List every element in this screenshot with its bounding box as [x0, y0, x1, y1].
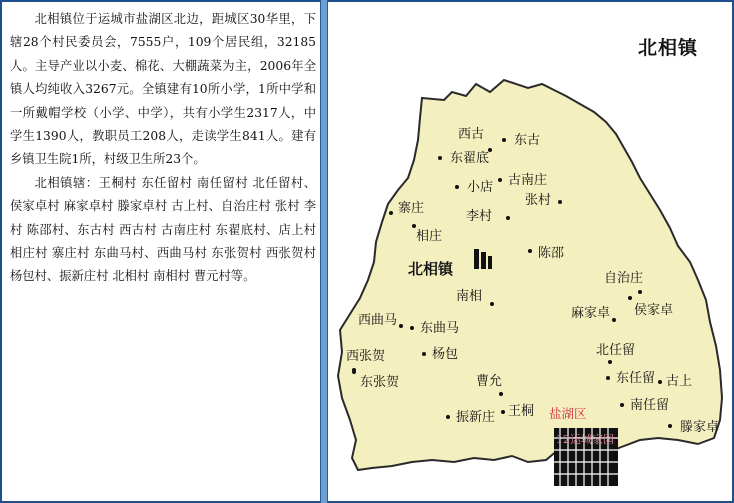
village-label: 东古	[514, 133, 541, 148]
village-label: 杨包	[432, 347, 459, 362]
village-label: 东曲马	[420, 321, 460, 336]
village-dot-icon	[506, 216, 510, 220]
village-dot-icon	[638, 290, 642, 294]
village-label: 东翟底	[450, 151, 490, 166]
map-title: 北相镇	[638, 37, 699, 59]
village-dot-icon	[399, 324, 403, 328]
village-dot-icon	[412, 224, 416, 228]
village-label: 曹允	[476, 374, 503, 389]
village-label: 王桐	[508, 404, 535, 419]
panel-divider	[320, 0, 328, 503]
town-map	[328, 0, 732, 503]
village-dot-icon	[499, 392, 503, 396]
village-dot-icon	[606, 376, 610, 380]
village-dot-icon	[558, 200, 562, 204]
village-dot-icon	[608, 360, 612, 364]
village-dot-icon	[620, 403, 624, 407]
village-label: 南任留	[630, 398, 670, 413]
village-dot-icon	[422, 352, 426, 356]
village-label: 相庄	[416, 229, 443, 244]
village-label: 东张贺	[360, 375, 400, 390]
village-dot-icon	[490, 302, 494, 306]
village-label: 侯家卓	[634, 303, 674, 318]
village-label: 自治庄	[604, 271, 644, 286]
village-label: 古上	[666, 374, 693, 389]
village-label: 古南庄	[508, 173, 548, 188]
village-label: 麻家卓	[571, 306, 611, 321]
village-dot-icon	[389, 211, 393, 215]
village-dot-icon	[498, 178, 502, 182]
district-label: 盐湖区	[549, 406, 587, 421]
village-dot-icon	[410, 326, 414, 330]
village-dot-icon	[502, 138, 506, 142]
watermark-text: 12运城家园	[556, 433, 614, 446]
village-label: 西曲马	[358, 313, 398, 328]
village-dot-icon	[528, 249, 532, 253]
village-dot-icon	[658, 380, 662, 384]
village-dot-icon	[612, 318, 616, 322]
village-label: 李村	[466, 209, 493, 224]
village-dot-icon	[668, 424, 672, 428]
village-dot-icon	[501, 410, 505, 414]
village-label: 北任留	[596, 343, 636, 358]
village-label: 东任留	[616, 371, 656, 386]
village-label: 西张贺	[346, 349, 386, 364]
village-dot-icon	[628, 296, 632, 300]
village-dot-icon	[438, 156, 442, 160]
description-paragraph-1: 北相镇位于运城市盐湖区北边，距城区30华里，下辖28个村民委员会，7555户，109个居民组，32185人。主导产业以小麦、棉花、大棚蔬菜为主，2006年全镇人均纯收入3267元。全镇建有10所小学，1所中学和一所戴帽学校（小学、中学），共有小学生2317人，中学生1390人，教职员工208人，走读学生841人。建有乡镇卫生院1所，村级卫生所23个。	[10, 12, 316, 167]
village-dot-icon	[446, 415, 450, 419]
village-label: 南相	[456, 289, 483, 304]
village-label: 寨庄	[398, 201, 425, 216]
village-label: 小店	[467, 180, 494, 195]
village-label: 张村	[525, 193, 552, 208]
village-dot-icon	[352, 370, 356, 374]
village-label: 陈邵	[538, 246, 565, 261]
village-dot-icon	[455, 185, 459, 189]
village-label: 滕家卓	[680, 420, 720, 435]
description-paragraph-2: 北相镇辖：王桐村 东任留村 南任留村 北任留村、侯家卓村 麻家卓村 滕家卓村 古上村、自治庄村 张村 李村 陈邵村、东古村 西古村 古南庄村 东翟底村、店上村 相庄村 寨庄村 东曲马村、西曲马村 东张贺村 西张贺村 杨包村、振新庄村 北相村 南相村 曹元村等。	[10, 175, 316, 284]
village-label: 振新庄	[456, 410, 496, 425]
town-seat-label: 北相镇	[408, 260, 454, 278]
village-label: 西古	[458, 127, 485, 142]
description-panel	[10, 8, 316, 498]
